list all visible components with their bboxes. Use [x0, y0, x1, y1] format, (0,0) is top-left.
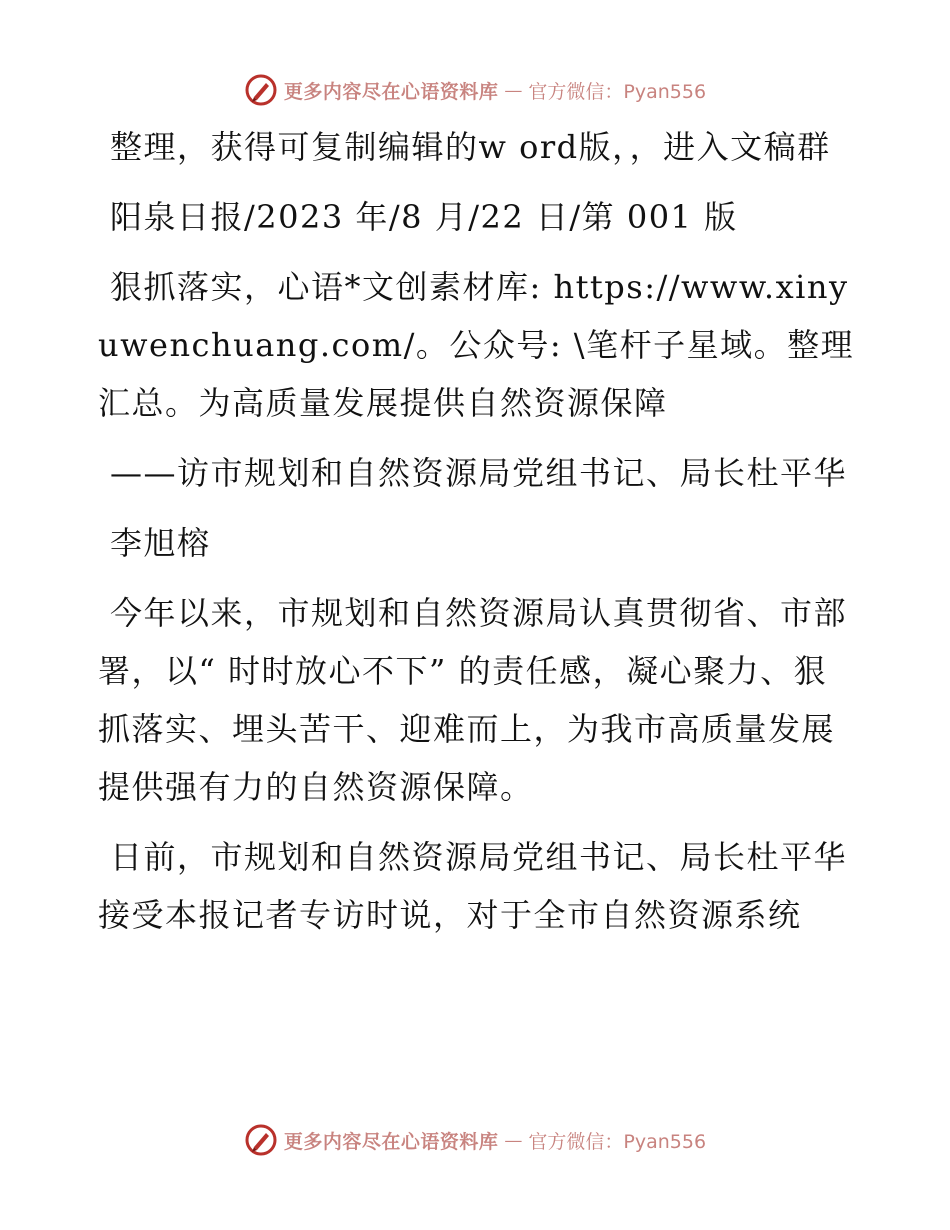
- watermark-separator: —: [504, 1129, 523, 1151]
- paragraph-title: 狠抓落实，心语*文创素材库: https://www.xinyuwenchuang.com/。公众号: \笔杆子星域。整理汇总。为高质量发展提供自然资源保障: [98, 268, 855, 422]
- paragraph-source: 阳泉日报/2023 年/8 月/22 日/第 001 版: [110, 198, 738, 236]
- watermark-text: 更多内容尽在心语资料库: [283, 1130, 499, 1153]
- header-watermark: [0, 70, 950, 110]
- watermark-wechat: 官方微信：Pyan556: [528, 80, 707, 103]
- watermark-wechat: 官方微信：Pyan556: [528, 1130, 707, 1153]
- footer-watermark: [0, 1120, 950, 1160]
- paragraph-intro: 整理，获得可复制编辑的w ord版，，进入文稿群: [110, 128, 831, 166]
- paragraph-author: 李旭榕: [110, 524, 211, 562]
- document-body: [98, 118, 858, 956]
- watermark-text: 更多内容尽在心语资料库: [283, 80, 499, 103]
- paragraph-body-1: 今年以来，市规划和自然资源局认真贯彻省、市部署，以“ 时时放心不下” 的责任感，凝心聚力、狠抓落实、埋头苦干、迎难而上，为我市高质量发展提供强有力的自然资源保障。: [98, 594, 848, 806]
- paragraph-subtitle: ——访市规划和自然资源局党组书记、局长杜平华: [110, 454, 848, 492]
- paragraph-body-2: 日前，市规划和自然资源局党组书记、局长杜平华接受本报记者专访时说，对于全市自然资源系统: [98, 838, 848, 934]
- pen-logo-icon: [244, 73, 278, 107]
- watermark-separator: —: [504, 79, 523, 101]
- pen-logo-icon: [244, 1123, 278, 1157]
